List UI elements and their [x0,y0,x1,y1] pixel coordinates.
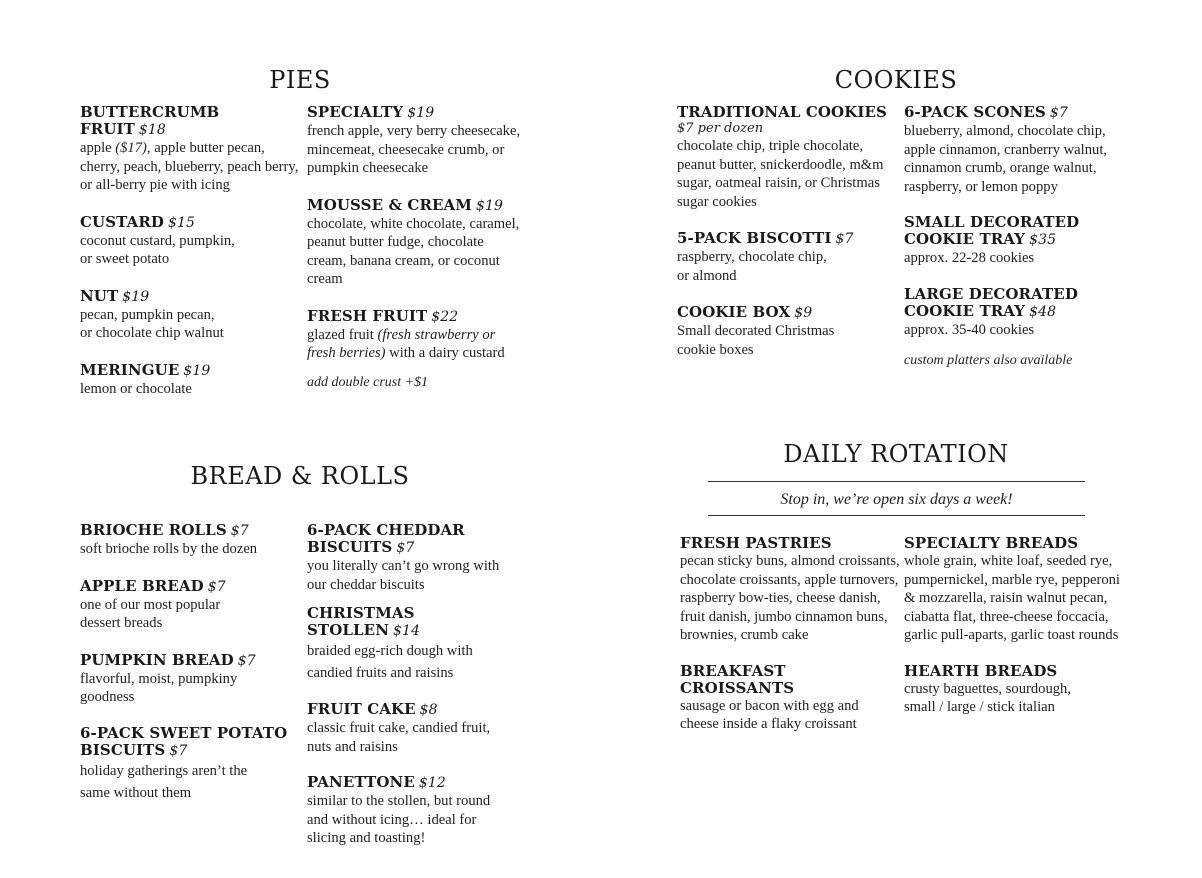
cookie-large-tray [904,286,1126,340]
bread-column-right [307,522,529,848]
item-price: $19 [122,288,150,305]
item-name: SPECIALTY $19 [307,103,435,121]
item-price: $14 [393,623,421,639]
bread-title: BREAD & ROLLS [190,462,410,490]
item-description: classic fruit cake, candied fruit, [307,720,491,736]
item-name: LARGE DECORATED [904,284,1078,303]
pie-buttercrumb-fruit [80,104,302,195]
daily-specialty-breads [904,535,1126,645]
item-price: $7 [237,652,256,669]
item-description: cheese inside a flaky croissant [680,716,857,732]
cookie-box [677,304,899,359]
bread-brioche-rolls [80,522,302,559]
item-name: 6-PACK CHEDDAR [307,521,465,539]
item-name: BISCUITS $7 [307,538,415,556]
item-description: you literally can’t go wrong with [307,558,500,574]
item-name: CHRISTMAS STOLLEN $14 [307,604,421,639]
item-price: $7 per dozen [677,121,764,136]
item-name: TRADITIONAL COOKIES [677,103,887,121]
item-name: MERINGUE $19 [80,360,211,379]
item-description: blueberry, almond, chocolate chip, apple cinnamon, cranberry walnut, cinnamon crumb, orange walnut, raspberry, or lemon poppy [904,123,1108,195]
tagline: Stop in, we’re open six days a week! [780,491,1013,508]
item-description: or sweet potato [80,251,170,267]
item-price: $9 [794,305,813,321]
item-price: $7 [169,742,188,759]
daily-column-left [680,535,902,734]
item-name: PUMPKIN BREAD $7 [80,650,256,669]
item-description: lemon or chocolate [80,380,192,397]
pies-column-right [307,104,525,363]
item-description: sausage or bacon with egg and [680,697,859,714]
item-description: same without them [80,784,192,801]
daily-fresh-pastries [680,535,902,645]
pie-nut [80,288,302,343]
pies-title: PIES [269,66,331,94]
item-name: BREAKFAST CROISSANTS [680,661,795,697]
item-description: coconut custard, pumpkin, [80,232,235,249]
item-name: APPLE BREAD $7 [80,576,226,595]
item-name: BUTTERCRUMB FRUIT $18 [80,103,220,138]
bread-christmas-stollen [307,605,529,684]
item-description: or almond [677,267,737,284]
pie-fresh-fruit [307,308,525,363]
item-description: cookie boxes [677,341,754,358]
item-description: braided egg-rich dough with [307,643,473,659]
bread-pumpkin [80,652,302,707]
item-description: slicing and toasting! [307,830,426,846]
item-description: our cheddar biscuits [307,576,425,593]
item-price: $19 [476,197,504,214]
item-name: FRUIT CAKE $8 [307,700,438,718]
item-price: $35 [1029,232,1057,248]
cookie-scones [904,104,1126,196]
item-name: 6-PACK SCONES $7 [904,103,1068,121]
item-name: BRIOCHE ROLLS $7 [80,521,249,539]
item-description: and without icing… ideal for [307,811,477,828]
item-name: CUSTARD $15 [80,212,196,231]
item-description: small / large / stick italian [904,699,1055,715]
item-description: pecan sticky buns, almond croissants, chocolate croissants, apple turnovers, raspberry bow-ties, cheese danish, fruit danish, jumbo cinnamon buns, brownies, crumb cake [680,553,900,643]
daily-column-right [904,535,1126,717]
item-price: $7 [835,231,854,247]
item-name: 5-PACK BISCOTTI $7 [677,229,854,247]
item-description: soft brioche rolls by the dozen [80,541,258,557]
item-price: $8 [419,702,438,718]
divider-bottom [708,515,1085,516]
item-price: $48 [1029,303,1057,320]
item-description: glazed fruit (fresh strawberry or fresh berries) with a dairy custard [307,326,505,361]
bread-sweet-potato-biscuits [80,725,302,804]
pies-column-left [80,104,302,398]
cookies-column-left [677,104,899,359]
cookie-biscotti [677,230,899,285]
item-description: similar to the stollen, but round [307,793,491,809]
pie-mousse-cream [307,197,525,289]
item-name: FRESH FRUIT $22 [307,306,459,325]
item-name: COOKIE TRAY $35 [904,230,1057,248]
divider-top [708,481,1085,482]
item-price: $12 [418,775,446,791]
item-price: $7 [1049,105,1068,121]
item-description: apple ($17), apple butter pecan, cherry, peach, blueberry, peach berry, or all-berry pie with icing [80,140,299,193]
item-description: pecan, pumpkin pecan, [80,306,215,323]
pie-meringue [80,362,302,399]
bread-column-left [80,522,302,804]
item-description: french apple, very berry cheesecake, mincemeat, cheesecake crumb, or pumpkin cheesecake [307,123,521,176]
item-description: holiday gatherings aren’t the [80,762,248,779]
item-price: $18 [138,122,166,138]
item-name: PANETTONE $12 [307,773,446,791]
item-name: 6-PACK SWEET POTATO [80,723,288,742]
item-description: goodness [80,689,135,705]
bread-panettone [307,774,529,848]
daily-breakfast-croissants [680,663,902,734]
item-description: chocolate, white chocolate, caramel, peanut butter fudge, chocolate cream, banana cream, or coconut cream [307,215,520,287]
item-price: $7 [207,578,226,595]
item-price: $7 [396,540,415,556]
item-name: COOKIE BOX $9 [677,303,813,321]
cookie-small-tray [904,214,1126,268]
item-description: nuts and raisins [307,738,398,755]
item-price: $19 [407,105,435,121]
item-name: COOKIE TRAY $48 [904,301,1057,320]
item-name: SMALL DECORATED [904,213,1080,231]
pies-note: add double crust +$1 [307,375,429,390]
cookies-title: COOKIES [834,66,958,94]
bread-fruit-cake [307,701,529,756]
item-description: dessert breads [80,615,163,631]
item-price: $15 [168,214,196,231]
item-description: or chocolate chip walnut [80,325,224,341]
bread-cheddar-biscuits [307,522,529,594]
pie-custard [80,214,302,269]
cookies-note: custom platters also available [904,353,1073,368]
item-description: raspberry, chocolate chip, [677,249,827,265]
item-description: chocolate chip, triple chocolate, peanut butter, snickerdoodle, m&m sugar, oatmeal raisin, or Christmas sugar cookies [677,138,884,210]
item-name: NUT $19 [80,286,150,305]
item-description: one of our most popular [80,596,221,613]
item-description: flavorful, moist, pumpkiny [80,670,238,687]
item-price: $19 [183,362,211,379]
pie-specialty [307,104,525,178]
daily-hearth-breads [904,663,1126,717]
item-description: approx. 35-40 cookies [904,321,1035,338]
item-description: approx. 22-28 cookies [904,250,1035,266]
item-description: whole grain, white loaf, seeded rye, pumpernickel, marble rye, pepperoni & mozzarella, raisin walnut pecan, ciabatta flat, three-cheese foccacia, garlic pull-aparts, garlic toast rounds [904,553,1120,643]
item-description: crusty baguettes, sourdough, [904,680,1071,697]
item-name: FRESH PASTRIES [680,534,832,552]
item-description: Small decorated Christmas [677,323,835,339]
item-name: HEARTH BREADS [904,661,1058,680]
item-price: $7 [230,523,249,539]
cookies-column-right [904,104,1126,339]
item-description: candied fruits and raisins [307,665,454,681]
item-name: BISCUITS $7 [80,740,188,759]
item-name: MOUSSE & CREAM $19 [307,195,504,214]
cookie-traditional [677,104,899,211]
item-name: SPECIALTY BREADS [904,534,1079,552]
item-price: $22 [431,308,459,325]
bread-apple [80,578,302,633]
daily-title: DAILY ROTATION [783,440,1009,468]
